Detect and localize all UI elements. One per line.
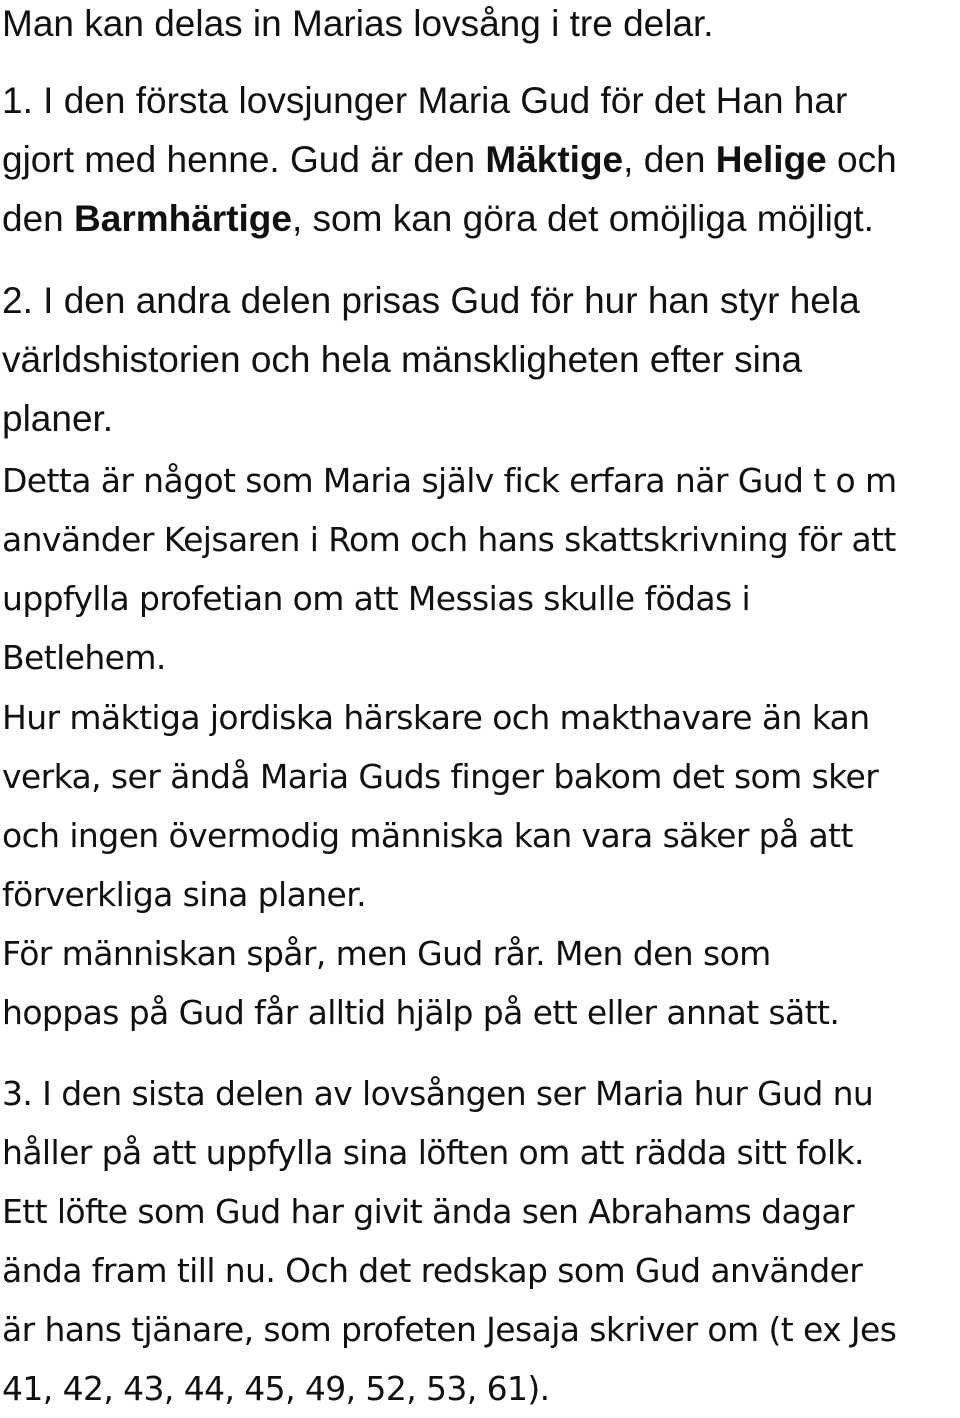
part2-line-3: planer. — [2, 398, 114, 439]
detta-line-4: Betlehem. — [2, 638, 166, 677]
hur-line-2: verka, ser ändå Maria Guds finger bakom det som sker — [2, 757, 879, 796]
part1-line-1: 1. I den första lovsjunger Maria Gud för det Han har — [2, 80, 848, 121]
part2-paragraph — [2, 271, 860, 448]
part2-line-1: 2. I den andra delen prisas Gud för hur han styr hela — [2, 280, 860, 321]
hur-line-4: förverkliga sina planer. — [2, 875, 367, 914]
term-maktige: Mäktige — [485, 139, 624, 180]
for-line-2: hoppas på Gud får alltid hjälp på ett eller annat sätt. — [2, 993, 840, 1032]
for-paragraph — [2, 924, 839, 1042]
intro-line: Man kan delas in Marias lovsång i tre delar. — [2, 3, 714, 44]
part1-line-2-text-c: , den — [623, 139, 716, 180]
detta-line-2: använder Kejsaren i Rom och hans skattskrivning för att — [2, 520, 896, 559]
part3-line-3: Ett löfte som Gud har givit ända sen Abrahams dagar — [2, 1192, 855, 1231]
detta-line-3: uppfylla profetian om att Messias skulle födas i — [2, 579, 751, 618]
intro-paragraph — [2, 0, 714, 53]
part2-line-2: världshistorien och hela mänskligheten efter sina — [2, 339, 803, 380]
part3-line-6: 41, 42, 43, 44, 45, 49, 52, 53, 61). — [2, 1369, 550, 1408]
part1-line-3 — [2, 189, 897, 248]
part3-line-4: ända fram till nu. Och det redskap som Gud använder — [2, 1251, 863, 1290]
hur-line-1: Hur mäktiga jordiska härskare och makthavare än kan — [2, 698, 870, 737]
detta-line-1: Detta är något som Maria själv fick erfara när Gud t o m — [2, 461, 897, 500]
part1-line-3-text-c: , som kan göra det omöjliga möjligt. — [291, 198, 874, 239]
term-helige: Helige — [715, 139, 827, 180]
part3-line-5: är hans tjänare, som profeten Jesaja skriver om (t ex Jes — [2, 1310, 897, 1349]
for-line-1: För människan spår, men Gud rår. Men den som — [2, 934, 771, 973]
part1-line-3-text-a: den — [2, 198, 75, 239]
part1-line-2-text-a: gjort med henne. Gud är den — [2, 139, 486, 180]
hur-paragraph — [2, 688, 878, 924]
part1-paragraph — [2, 71, 897, 248]
part1-line-2 — [2, 130, 897, 189]
detta-paragraph — [2, 451, 897, 687]
term-barmhartige: Barmhärtige — [74, 198, 292, 239]
part1-line-2-text-e: och — [826, 139, 897, 180]
part3-paragraph — [2, 1064, 896, 1418]
part3-line-1: 3. I den sista delen av lovsången ser Maria hur Gud nu — [2, 1074, 874, 1113]
part3-line-2: håller på att uppfylla sina löften om att rädda sitt folk. — [2, 1133, 864, 1172]
hur-line-3: och ingen övermodig människa kan vara säker på att — [2, 816, 853, 855]
